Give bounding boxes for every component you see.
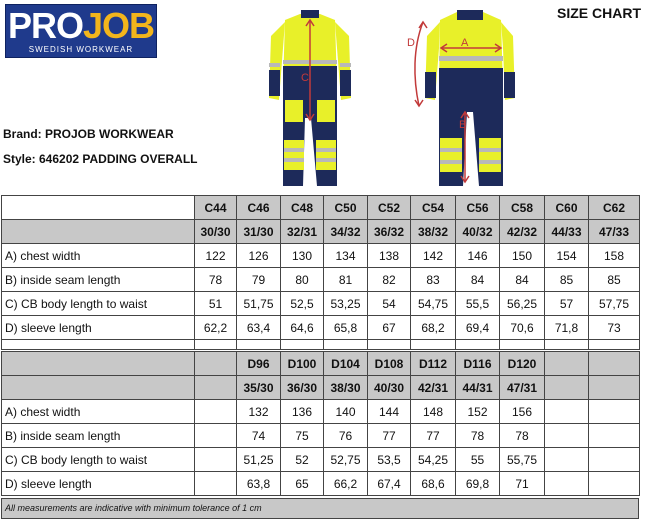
overall-back-illustration — [405, 8, 530, 190]
fit-cell — [545, 376, 589, 400]
size-cell: C48 — [281, 196, 324, 220]
logo-wordmark: PROJOB — [7, 5, 155, 46]
value-cell — [545, 424, 589, 448]
value-cell: 126 — [237, 244, 281, 268]
value-cell: 64,6 — [281, 316, 324, 340]
row-label: B) inside seam length — [2, 268, 195, 292]
value-cell: 146 — [456, 244, 500, 268]
value-cell — [195, 400, 237, 424]
fit-cell: 35/30 — [237, 376, 281, 400]
size-cell: D96 — [237, 352, 281, 376]
value-cell: 75 — [281, 424, 324, 448]
value-cell: 69,4 — [456, 316, 500, 340]
value-cell: 122 — [195, 244, 237, 268]
value-cell: 55,75 — [500, 448, 545, 472]
value-cell: 52,75 — [324, 448, 368, 472]
value-cell: 73 — [589, 316, 640, 340]
size-header-row — [2, 352, 640, 376]
value-cell: 71 — [500, 472, 545, 496]
table-row — [2, 400, 640, 424]
value-cell: 57 — [545, 292, 589, 316]
fit-header-row — [2, 220, 640, 244]
fit-cell: 42/31 — [411, 376, 456, 400]
style-line: Style: 646202 PADDING OVERALL — [3, 152, 198, 166]
value-cell: 134 — [324, 244, 368, 268]
fit-cell: 38/30 — [324, 376, 368, 400]
value-cell: 68,2 — [411, 316, 456, 340]
marker-d: D — [407, 37, 415, 49]
value-cell: 85 — [545, 268, 589, 292]
value-cell: 51,25 — [237, 448, 281, 472]
value-cell: 84 — [500, 268, 545, 292]
fit-cell: 44/33 — [545, 220, 589, 244]
row-label: D) sleeve length — [2, 472, 195, 496]
size-cell: D112 — [411, 352, 456, 376]
value-cell: 81 — [324, 268, 368, 292]
value-cell: 54,75 — [411, 292, 456, 316]
value-cell — [589, 472, 640, 496]
fit-cell: 42/32 — [500, 220, 545, 244]
value-cell: 51,75 — [237, 292, 281, 316]
value-cell: 132 — [237, 400, 281, 424]
value-cell: 84 — [456, 268, 500, 292]
value-cell: 83 — [411, 268, 456, 292]
value-cell: 148 — [411, 400, 456, 424]
size-cell — [195, 352, 237, 376]
value-cell: 51 — [195, 292, 237, 316]
row-label: B) inside seam length — [2, 424, 195, 448]
size-cell: C60 — [545, 196, 589, 220]
value-cell — [195, 448, 237, 472]
value-cell: 77 — [368, 424, 411, 448]
size-cell: D120 — [500, 352, 545, 376]
size-cell: C46 — [237, 196, 281, 220]
size-header-row — [2, 196, 640, 220]
value-cell: 67,4 — [368, 472, 411, 496]
table-row — [2, 268, 640, 292]
size-cell: C44 — [195, 196, 237, 220]
value-cell: 53,5 — [368, 448, 411, 472]
value-cell: 67 — [368, 316, 411, 340]
size-table-d — [1, 351, 640, 496]
page-title: SIZE CHART — [557, 5, 641, 21]
value-cell — [545, 400, 589, 424]
row-label: C) CB body length to waist — [2, 292, 195, 316]
value-cell: 54 — [368, 292, 411, 316]
size-cell: C58 — [500, 196, 545, 220]
value-cell: 78 — [456, 424, 500, 448]
table-row — [2, 472, 640, 496]
size-table-c — [1, 195, 640, 350]
value-cell: 68,6 — [411, 472, 456, 496]
value-cell — [589, 424, 640, 448]
value-cell: 71,8 — [545, 316, 589, 340]
size-cell: D116 — [456, 352, 500, 376]
table-row — [2, 424, 640, 448]
footnote: All measurements are indicative with minimum tolerance of 1 cm — [1, 498, 639, 519]
size-cell: D100 — [281, 352, 324, 376]
fit-cell: 34/32 — [324, 220, 368, 244]
size-cell: C54 — [411, 196, 456, 220]
value-cell: 79 — [237, 268, 281, 292]
value-cell: 150 — [500, 244, 545, 268]
marker-c: C — [301, 72, 309, 84]
size-cell: D104 — [324, 352, 368, 376]
value-cell: 53,25 — [324, 292, 368, 316]
overall-front-illustration — [255, 8, 365, 190]
value-cell: 154 — [545, 244, 589, 268]
value-cell — [589, 400, 640, 424]
marker-b: B — [459, 119, 467, 131]
value-cell: 66,2 — [324, 472, 368, 496]
fit-cell: 31/30 — [237, 220, 281, 244]
value-cell: 74 — [237, 424, 281, 448]
table-row — [2, 244, 640, 268]
fit-cell: 40/32 — [456, 220, 500, 244]
value-cell — [195, 472, 237, 496]
projob-logo — [5, 4, 157, 58]
value-cell: 140 — [324, 400, 368, 424]
fit-cell: 44/31 — [456, 376, 500, 400]
value-cell: 69,8 — [456, 472, 500, 496]
fit-header-row — [2, 376, 640, 400]
value-cell: 82 — [368, 268, 411, 292]
row-label: D) sleeve length — [2, 316, 195, 340]
value-cell: 62,2 — [195, 316, 237, 340]
fit-cell: 36/32 — [368, 220, 411, 244]
fit-cell: 47/31 — [500, 376, 545, 400]
fit-cell: 47/33 — [589, 220, 640, 244]
value-cell: 158 — [589, 244, 640, 268]
value-cell: 136 — [281, 400, 324, 424]
value-cell: 138 — [368, 244, 411, 268]
marker-a: A — [461, 37, 469, 49]
size-cell — [545, 352, 589, 376]
value-cell: 63,8 — [237, 472, 281, 496]
fit-cell: 40/30 — [368, 376, 411, 400]
fit-cell: 38/32 — [411, 220, 456, 244]
logo-tagline: SWEDISH WORKWEAR — [28, 45, 134, 54]
value-cell: 52 — [281, 448, 324, 472]
table-row — [2, 292, 640, 316]
fit-cell: 36/30 — [281, 376, 324, 400]
value-cell — [195, 424, 237, 448]
value-cell — [589, 448, 640, 472]
row-label: C) CB body length to waist — [2, 448, 195, 472]
value-cell: 57,75 — [589, 292, 640, 316]
value-cell: 130 — [281, 244, 324, 268]
value-cell: 65 — [281, 472, 324, 496]
size-cell: C50 — [324, 196, 368, 220]
value-cell — [545, 472, 589, 496]
value-cell: 80 — [281, 268, 324, 292]
fit-cell: 32/31 — [281, 220, 324, 244]
size-cell: D108 — [368, 352, 411, 376]
size-cell: C56 — [456, 196, 500, 220]
value-cell: 63,4 — [237, 316, 281, 340]
fit-cell: 30/30 — [195, 220, 237, 244]
value-cell — [545, 448, 589, 472]
value-cell: 55,5 — [456, 292, 500, 316]
value-cell: 56,25 — [500, 292, 545, 316]
size-cell: C62 — [589, 196, 640, 220]
row-label: A) chest width — [2, 400, 195, 424]
value-cell: 76 — [324, 424, 368, 448]
value-cell: 78 — [500, 424, 545, 448]
value-cell: 152 — [456, 400, 500, 424]
table-spacer — [2, 340, 640, 350]
brand-line: Brand: PROJOB WORKWEAR — [3, 127, 174, 141]
value-cell: 85 — [589, 268, 640, 292]
value-cell: 54,25 — [411, 448, 456, 472]
value-cell: 77 — [411, 424, 456, 448]
value-cell: 156 — [500, 400, 545, 424]
value-cell: 70,6 — [500, 316, 545, 340]
fit-cell — [195, 376, 237, 400]
value-cell: 142 — [411, 244, 456, 268]
row-label: A) chest width — [2, 244, 195, 268]
value-cell: 78 — [195, 268, 237, 292]
table-row — [2, 316, 640, 340]
measure-arrow-d — [415, 22, 423, 106]
size-cell: C52 — [368, 196, 411, 220]
table-row — [2, 448, 640, 472]
value-cell: 144 — [368, 400, 411, 424]
value-cell: 55 — [456, 448, 500, 472]
fit-cell — [589, 376, 640, 400]
size-cell — [589, 352, 640, 376]
value-cell: 65,8 — [324, 316, 368, 340]
value-cell: 52,5 — [281, 292, 324, 316]
